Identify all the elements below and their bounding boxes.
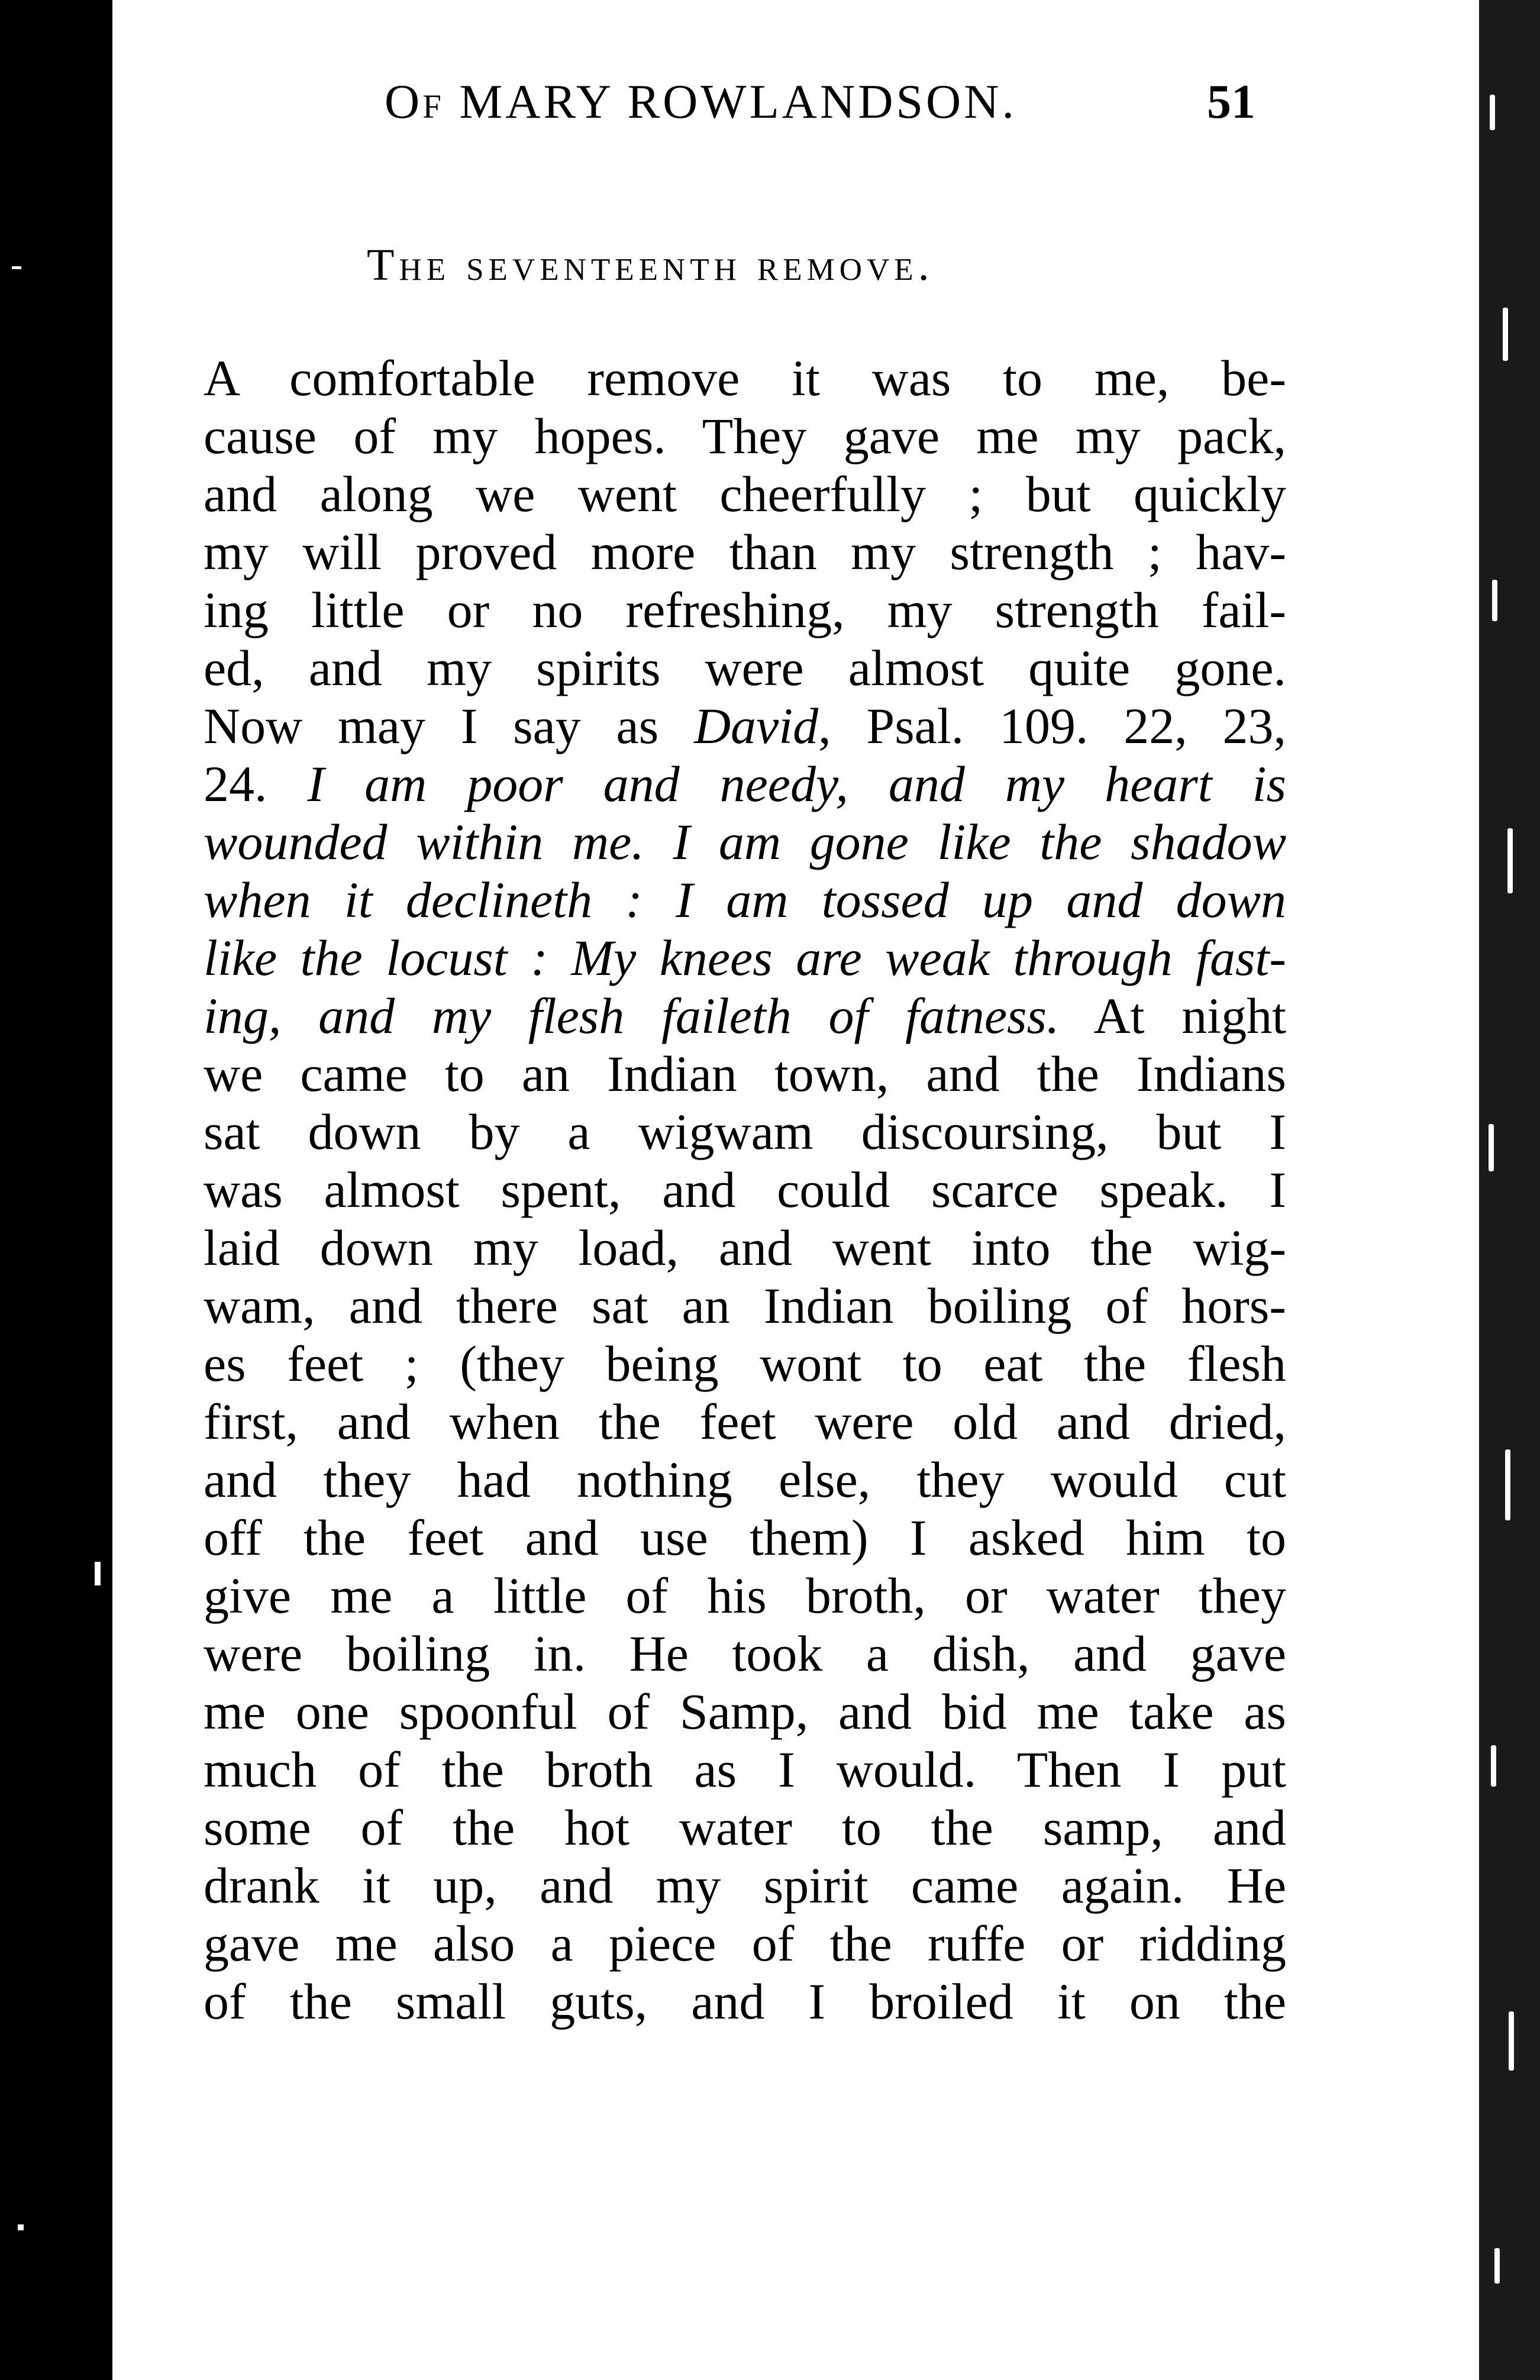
section-heading: The seventeenth remove. bbox=[367, 240, 934, 290]
spine-speck bbox=[1492, 580, 1497, 621]
spine-speck bbox=[1491, 1745, 1496, 1787]
text-line: first, and when the feet were old and dried, bbox=[204, 1393, 1286, 1450]
text-line: me one spoonful of Samp, and bid me take as bbox=[204, 1683, 1286, 1740]
text-run: , Psal. 109. 22, 23, bbox=[818, 697, 1286, 754]
text-line: ed, and my spirits were almost quite gone. bbox=[204, 640, 1286, 696]
spine-speck bbox=[1494, 2248, 1500, 2284]
text-run: At night bbox=[1093, 987, 1286, 1044]
text-run: 24. bbox=[204, 755, 267, 812]
text-line: my will proved more than my strength ; hav- bbox=[204, 524, 1286, 580]
page-number: 51 bbox=[1207, 75, 1255, 128]
italic-quotation-line: when it declineth : I am tossed up and down bbox=[204, 871, 1286, 928]
text-line: much of the broth as I would. Then I put bbox=[204, 1741, 1286, 1798]
book-spine-edge bbox=[1479, 0, 1540, 2380]
text-line: sat down by a wigwam discoursing, but I bbox=[204, 1103, 1286, 1160]
italic-quotation: I am poor and needy, and my heart is bbox=[307, 755, 1286, 812]
spine-speck bbox=[1505, 1449, 1510, 1520]
text-line: off the feet and use them) I asked him to bbox=[204, 1509, 1286, 1566]
text-line: es feet ; (they being wont to eat the flesh bbox=[204, 1335, 1286, 1392]
italic-quotation-line: like the locust : My knees are weak through fast- bbox=[204, 929, 1286, 986]
text-line: drank it up, and my spirit came again. He bbox=[204, 1857, 1286, 1914]
running-head bbox=[385, 74, 1053, 130]
text-line: A comfortable remove it was to me, be- bbox=[204, 350, 1286, 406]
text-line-mixed bbox=[204, 697, 1286, 755]
text-line: of the small guts, and I broiled it on the bbox=[204, 1973, 1286, 2030]
margin-speck bbox=[95, 1562, 101, 1585]
text-line: was almost spent, and could scarce speak. I bbox=[204, 1161, 1286, 1218]
text-line: gave me also a piece of the ruffe or ridding bbox=[204, 1915, 1286, 1972]
text-line-mixed bbox=[204, 755, 1286, 813]
spine-speck bbox=[1489, 1124, 1494, 1171]
text-run: Now may I say as bbox=[204, 697, 659, 754]
spine-speck bbox=[1509, 2011, 1514, 2071]
text-line: and they had nothing else, they would cut bbox=[204, 1451, 1286, 1508]
text-line: ing little or no refreshing, my strength fail- bbox=[204, 582, 1286, 638]
italic-name: David bbox=[693, 697, 819, 754]
spine-speck bbox=[1503, 308, 1508, 361]
body-text bbox=[204, 349, 1286, 2030]
text-line: laid down my load, and went into the wig- bbox=[204, 1219, 1286, 1276]
text-line: wam, and there sat an Indian boiling of hors- bbox=[204, 1277, 1286, 1334]
text-line: some of the hot water to the samp, and bbox=[204, 1799, 1286, 1856]
italic-quotation: ing, and my flesh faileth of fatness. bbox=[204, 987, 1060, 1044]
running-head-title: MARY ROWLANDSON. bbox=[459, 75, 1017, 128]
spine-speck bbox=[1490, 95, 1495, 130]
text-line-mixed bbox=[204, 987, 1286, 1045]
text-line: cause of my hopes. They gave me my pack, bbox=[204, 408, 1286, 464]
margin-speck bbox=[18, 2224, 24, 2230]
running-head-prefix: Of bbox=[385, 75, 444, 128]
text-line: and along we went cheerfully ; but quickly bbox=[204, 466, 1286, 522]
text-line: were boiling in. He took a dish, and gave bbox=[204, 1625, 1286, 1682]
text-line: we came to an Indian town, and the Indians bbox=[204, 1045, 1286, 1102]
italic-quotation-line: wounded within me. I am gone like the shadow bbox=[204, 813, 1286, 870]
spine-speck bbox=[1507, 828, 1513, 893]
margin-speck bbox=[12, 266, 21, 269]
text-line: give me a little of his broth, or water they bbox=[204, 1567, 1286, 1624]
